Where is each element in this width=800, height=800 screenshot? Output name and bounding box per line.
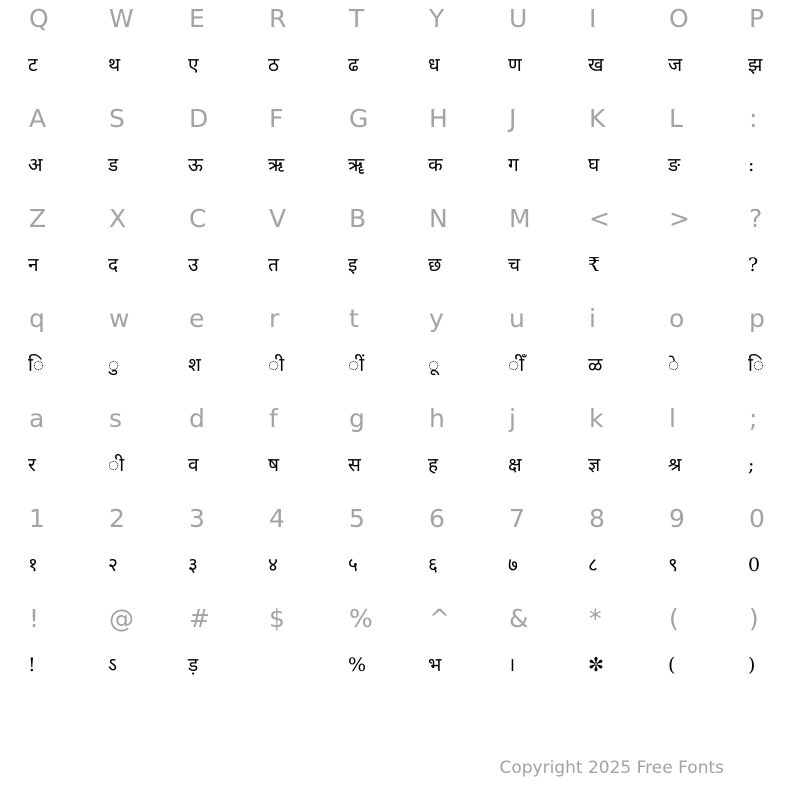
key-label: G <box>349 104 369 133</box>
glyph-sample: % <box>348 654 367 676</box>
character-cell <box>240 0 320 100</box>
glyph-sample: ीँ <box>508 354 525 376</box>
character-row <box>0 200 800 300</box>
character-row <box>0 400 800 500</box>
character-cell <box>480 100 560 200</box>
character-cell <box>640 0 720 100</box>
glyph-sample: ीं <box>348 354 365 376</box>
character-cell <box>240 100 320 200</box>
glyph-sample: ी <box>108 454 125 476</box>
character-cell <box>320 100 400 200</box>
glyph-sample: े <box>668 354 680 376</box>
character-cell <box>640 100 720 200</box>
glyph-sample: ण <box>508 54 522 76</box>
character-cell <box>640 200 720 300</box>
glyph-sample: ₹ <box>588 254 601 276</box>
key-label: L <box>669 104 683 133</box>
key-label: ( <box>669 604 679 633</box>
key-label: Z <box>29 204 47 233</box>
character-cell <box>160 400 240 500</box>
key-label: D <box>189 104 209 133</box>
glyph-sample <box>640 246 720 286</box>
character-row <box>0 500 800 600</box>
glyph-sample: क्ष <box>508 454 522 476</box>
key-label: : <box>749 104 758 133</box>
character-cell <box>400 100 480 200</box>
key-label: ) <box>749 604 759 633</box>
character-row <box>0 600 800 700</box>
glyph-sample: अ <box>28 154 43 176</box>
glyph-sample: । <box>508 654 516 676</box>
glyph-sample: ऽ <box>108 654 117 676</box>
glyph-sample: ह <box>428 454 439 476</box>
glyph-sample: 0 <box>748 554 761 576</box>
key-label: H <box>429 104 448 133</box>
key-label: ^ <box>429 604 450 633</box>
character-cell <box>560 500 640 600</box>
key-label: @ <box>109 604 134 633</box>
character-cell <box>720 600 800 700</box>
key-label: u <box>509 304 525 333</box>
glyph-sample: श <box>188 354 201 376</box>
key-label: y <box>429 304 444 333</box>
key-label: Q <box>29 4 49 33</box>
key-label: B <box>349 204 367 233</box>
character-row <box>0 300 800 400</box>
key-label: K <box>589 104 606 133</box>
character-cell <box>400 300 480 400</box>
character-cell <box>160 200 240 300</box>
character-cell <box>480 300 560 400</box>
character-cell <box>80 400 160 500</box>
key-label: I <box>589 4 597 33</box>
key-label: 6 <box>429 504 445 533</box>
character-cell <box>160 500 240 600</box>
character-cell <box>160 600 240 700</box>
character-cell <box>720 500 800 600</box>
key-label: $ <box>269 604 285 633</box>
key-label: w <box>109 304 130 333</box>
glyph-sample: ७ <box>508 554 518 576</box>
key-label: O <box>669 4 689 33</box>
glyph-sample: २ <box>108 554 118 576</box>
key-label: T <box>349 4 365 33</box>
key-label: 4 <box>269 504 285 533</box>
character-cell <box>160 100 240 200</box>
glyph-sample: ? <box>748 254 759 276</box>
glyph-sample: ! <box>28 654 36 676</box>
character-cell <box>560 0 640 100</box>
glyph-sample: ळ <box>588 354 603 376</box>
character-cell <box>640 400 720 500</box>
character-cell <box>80 600 160 700</box>
key-label: t <box>349 304 359 333</box>
character-cell <box>320 500 400 600</box>
glyph-sample: ु <box>108 354 120 376</box>
character-cell <box>320 400 400 500</box>
glyph-sample: थ <box>108 54 121 76</box>
glyph-sample: क <box>428 154 443 176</box>
glyph-sample: ठ <box>268 54 280 76</box>
glyph-sample: न <box>28 254 39 276</box>
character-cell <box>400 400 480 500</box>
character-cell <box>320 600 400 700</box>
glyph-sample: च <box>508 254 521 276</box>
glyph-sample: : <box>748 154 755 176</box>
key-label: % <box>349 604 373 633</box>
glyph-sample: स <box>348 454 361 476</box>
key-label: h <box>429 404 445 433</box>
character-cell <box>160 300 240 400</box>
key-label: k <box>589 404 604 433</box>
key-label: 5 <box>349 504 365 533</box>
glyph-sample: ५ <box>348 554 358 576</box>
key-label: F <box>269 104 284 133</box>
glyph-sample: ड़ <box>188 654 199 676</box>
glyph-sample: ष <box>268 454 279 476</box>
glyph-sample: ८ <box>588 554 598 576</box>
character-cell <box>80 0 160 100</box>
character-cell <box>320 200 400 300</box>
character-cell <box>240 600 320 700</box>
glyph-sample: ९ <box>668 554 678 576</box>
key-label: N <box>429 204 448 233</box>
glyph-sample: ) <box>748 654 756 676</box>
glyph-sample: घ <box>588 154 600 176</box>
character-cell <box>720 100 800 200</box>
character-row <box>0 100 800 200</box>
glyph-sample: झ <box>748 54 763 76</box>
character-cell <box>80 200 160 300</box>
key-label: g <box>349 404 365 433</box>
key-label: * <box>589 604 602 633</box>
character-cell <box>0 0 80 100</box>
key-label: E <box>189 4 205 33</box>
glyph-sample: ि <box>28 354 45 376</box>
key-label: & <box>509 604 529 633</box>
key-label: A <box>29 104 47 133</box>
character-cell <box>80 100 160 200</box>
character-cell <box>80 500 160 600</box>
character-cell <box>640 500 720 600</box>
character-cell <box>240 500 320 600</box>
glyph-sample: ी <box>268 354 285 376</box>
key-label: Y <box>429 4 445 33</box>
character-cell <box>560 100 640 200</box>
key-label: i <box>589 304 596 333</box>
character-cell <box>240 400 320 500</box>
glyph-sample: इ <box>348 254 358 276</box>
character-cell <box>400 500 480 600</box>
character-cell <box>560 600 640 700</box>
character-cell <box>640 600 720 700</box>
character-cell <box>240 200 320 300</box>
character-cell <box>80 300 160 400</box>
glyph-sample: ज्ञ <box>588 454 601 476</box>
character-cell <box>320 0 400 100</box>
character-cell <box>720 300 800 400</box>
key-label: 2 <box>109 504 125 533</box>
key-label: l <box>669 404 676 433</box>
character-cell <box>560 200 640 300</box>
key-label: p <box>749 304 765 333</box>
character-cell <box>0 500 80 600</box>
glyph-sample: ६ <box>428 554 438 576</box>
glyph-sample: ; <box>748 454 755 476</box>
character-cell <box>400 0 480 100</box>
character-cell <box>0 300 80 400</box>
character-cell <box>400 600 480 700</box>
key-label: W <box>109 4 134 33</box>
character-cell <box>480 400 560 500</box>
glyph-sample: ङ <box>668 154 681 176</box>
glyph-sample: १ <box>28 554 38 576</box>
character-cell <box>560 400 640 500</box>
glyph-sample: ४ <box>268 554 278 576</box>
glyph-sample: ए <box>188 54 199 76</box>
key-label: 7 <box>509 504 525 533</box>
glyph-sample: ट <box>28 54 38 76</box>
glyph-sample: व <box>188 454 199 476</box>
key-label: e <box>189 304 205 333</box>
glyph-sample: उ <box>188 254 199 276</box>
key-label: 3 <box>189 504 205 533</box>
character-cell <box>400 200 480 300</box>
character-cell <box>480 0 560 100</box>
key-label: ? <box>749 204 763 233</box>
glyph-sample: ॠ <box>348 154 365 176</box>
key-label: # <box>189 604 210 633</box>
key-label: r <box>269 304 280 333</box>
key-label: o <box>669 304 685 333</box>
key-label: X <box>109 204 127 233</box>
glyph-sample: ( <box>668 654 676 676</box>
glyph-sample: ग <box>508 154 519 176</box>
character-cell <box>160 0 240 100</box>
glyph-sample: छ <box>428 254 442 276</box>
key-label: 8 <box>589 504 605 533</box>
key-label: > <box>669 204 690 233</box>
glyph-sample: ध <box>428 54 440 76</box>
key-label: V <box>269 204 287 233</box>
glyph-sample: श्र <box>668 454 682 476</box>
key-label: 1 <box>29 504 45 533</box>
character-cell <box>0 400 80 500</box>
glyph-sample: ✼ <box>588 654 604 676</box>
key-label: a <box>29 404 45 433</box>
key-label: j <box>509 404 516 433</box>
character-cell <box>640 300 720 400</box>
character-cell <box>720 0 800 100</box>
character-cell <box>0 600 80 700</box>
copyright-footer: Copyright 2025 Free Fonts <box>499 758 724 778</box>
glyph-sample: ढ <box>348 54 359 76</box>
character-cell <box>560 300 640 400</box>
character-cell <box>480 200 560 300</box>
character-row <box>0 0 800 100</box>
key-label: J <box>509 104 517 133</box>
key-label: 0 <box>749 504 765 533</box>
key-label: < <box>589 204 610 233</box>
character-cell <box>0 200 80 300</box>
key-label: ; <box>749 404 758 433</box>
key-label: ! <box>29 604 40 633</box>
glyph-sample: ड <box>108 154 119 176</box>
key-label: S <box>109 104 125 133</box>
key-label: U <box>509 4 528 33</box>
glyph-sample: ज <box>668 54 683 76</box>
character-cell <box>480 500 560 600</box>
glyph-sample: भ <box>428 654 442 676</box>
character-cell <box>480 600 560 700</box>
glyph-sample: द <box>108 254 119 276</box>
glyph-sample: ऊ <box>188 154 203 176</box>
key-label: q <box>29 304 45 333</box>
key-label: 9 <box>669 504 685 533</box>
glyph-sample: ख <box>588 54 604 76</box>
glyph-sample: ू <box>428 354 440 376</box>
character-cell <box>0 100 80 200</box>
key-label: R <box>269 4 287 33</box>
key-label: M <box>509 204 531 233</box>
glyph-sample: ३ <box>188 554 198 576</box>
key-label: f <box>269 404 278 433</box>
key-label: P <box>749 4 765 33</box>
character-cell <box>320 300 400 400</box>
glyph-sample: त <box>268 254 279 276</box>
character-cell <box>240 300 320 400</box>
key-label: C <box>189 204 207 233</box>
key-label: d <box>189 404 205 433</box>
key-label: s <box>109 404 123 433</box>
glyph-sample: र <box>28 454 36 476</box>
glyph-sample: ऋ <box>268 154 285 176</box>
character-cell <box>720 200 800 300</box>
glyph-sample: ि <box>748 354 765 376</box>
character-cell <box>720 400 800 500</box>
glyph-sample <box>240 646 320 686</box>
